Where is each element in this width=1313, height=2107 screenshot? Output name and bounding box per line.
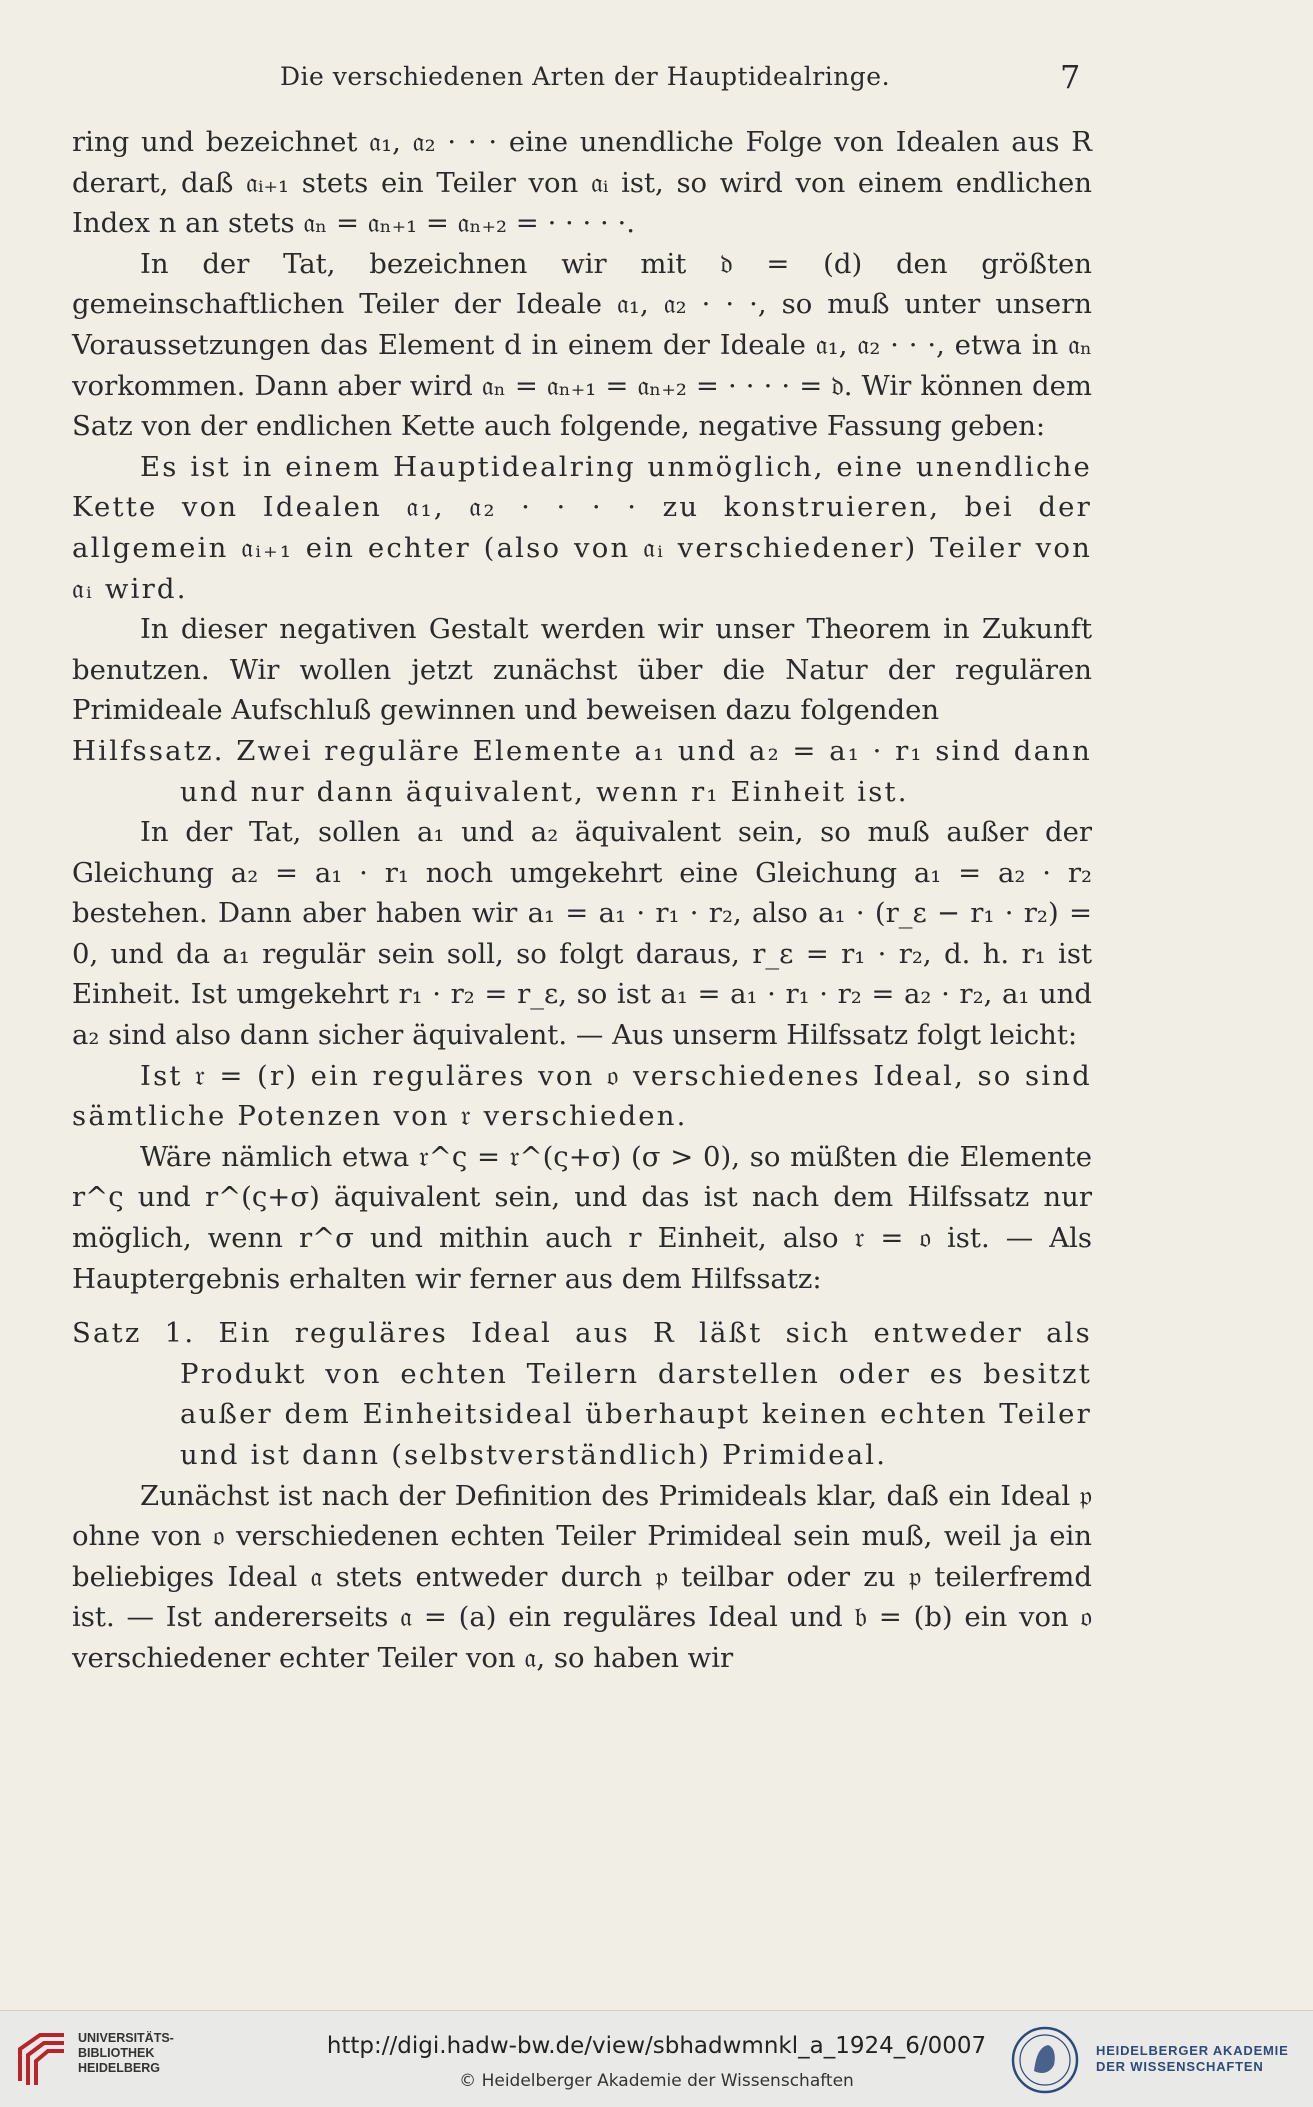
paragraph: ring und bezeichnet 𝔞₁, 𝔞₂ · · · eine unendliche Folge von Idealen aus R derart, daß 𝔞ᵢ₊₁ stets ein Teiler von 𝔞ᵢ ist, so wird von einem endlichen Index n an stets 𝔞ₙ = 𝔞ₙ₊₁ = 𝔞ₙ₊₂ = · · · · ·. bbox=[72, 126, 1092, 240]
copyright-notice: © Heidelberger Akademie der Wissenschaften bbox=[459, 2071, 854, 2091]
paragraph: Es ist in einem Hauptidealring unmöglich, eine unendliche Kette von Idealen 𝔞₁, 𝔞₂ · · · · zu konstruieren, bei der allgemein 𝔞ᵢ₊₁ ein echter (also von 𝔞ᵢ verschiedener) Teiler von 𝔞ᵢ wird. bbox=[72, 450, 1092, 605]
paragraph: In der Tat, bezeichnen wir mit 𝔡 = (d) den größten gemeinschaftlichen Teiler der Ideale 𝔞₁, 𝔞₂ · · ·, so muß unter unsern Voraussetzungen das Element d in einem der Ideale 𝔞₁, 𝔞₂ · · ·, etwa in 𝔞ₙ vorkommen. Dann aber wird 𝔞ₙ = 𝔞ₙ₊₁ = 𝔞ₙ₊₂ = · · · · = 𝔡. Wir können dem Satz von der endlichen Kette auch folgende, negative Fassung geben: bbox=[72, 247, 1092, 443]
running-title: Die verschiedenen Arten der Hauptidealringe. bbox=[280, 62, 891, 91]
page-number: 7 bbox=[1060, 58, 1081, 96]
running-header bbox=[0, 58, 1313, 102]
paragraph: In der Tat, sollen a₁ und a₂ äquivalent sein, so muß außer der Gleichung a₂ = a₁ · r₁ noch umgekehrt eine Gleichung a₁ = a₂ · r₂ bestehen. Dann aber haben wir a₁ = a₁ · r₁ · r₂, also a₁ · (r_ε − r₁ · r₂) = 0, und da a₁ regulär sein soll, so folgt daraus, r_ε = r₁ · r₂, d. h. r₁ ist Einheit. Ist umgekehrt r₁ · r₂ = r_ε, so ist a₁ = a₁ · r₁ · r₂ = a₂ · r₂, a₁ und a₂ sind also dann sicher äquivalent. — Aus unserm Hilfssatz folgt leicht: bbox=[72, 816, 1092, 1052]
viewer-footer bbox=[0, 2010, 1313, 2107]
academy-seal-logo-icon bbox=[1010, 2025, 1080, 2095]
permalink-url[interactable]: http://digi.hadw-bw.de/view/sbhadwmnkl_a_1924_6/0007 bbox=[326, 2033, 987, 2059]
paragraph: Ist 𝔯 = (r) ein reguläres von 𝔬 verschiedenes Ideal, so sind sämtliche Potenzen von 𝔯 verschieden. bbox=[72, 1059, 1092, 1133]
paragraph: Satz 1. Ein reguläres Ideal aus R läßt sich entweder als Produkt von echten Teilern darstellen oder es besitzt außer dem Einheitsideal überhaupt keinen echten Teiler und ist dann (selbstverständlich) Primideal. bbox=[72, 1317, 1092, 1471]
text-body bbox=[72, 122, 1092, 1679]
paragraph: Zunächst ist nach der Definition des Primideals klar, daß ein Ideal 𝔭 ohne von 𝔬 verschiedenen echten Teiler Primideal sein muß, weil ja ein beliebiges Ideal 𝔞 stets entweder durch 𝔭 teilbar oder zu 𝔭 teilerfremd ist. — Ist andererseits 𝔞 = (a) ein reguläres Ideal und 𝔟 = (b) ein von 𝔬 verschiedener echter Teiler von 𝔞, so haben wir bbox=[72, 1479, 1092, 1674]
academy-name: HEIDELBERGER AKADEMIE DER WISSENSCHAFTEN bbox=[1096, 2043, 1289, 2074]
paragraph: Wäre nämlich etwa 𝔯^ς = 𝔯^(ς+σ) (σ > 0), so müßten die Elemente r^ς und r^(ς+σ) äquivalent sein, und das ist nach dem Hilfssatz nur möglich, wenn r^σ und mithin auch r Einheit, also 𝔯 = 𝔬 ist. — Als Hauptergebnis erhalten wir ferner aus dem Hilfssatz: bbox=[72, 1140, 1092, 1295]
library-name: UNIVERSITÄTS- BIBLIOTHEK HEIDELBERG bbox=[78, 2031, 174, 2075]
paragraph: Hilfssatz. Zwei reguläre Elemente a₁ und a₂ = a₁ · r₁ sind dann und nur dann äquivalent, wenn r₁ Einheit ist. bbox=[72, 734, 1092, 808]
paragraph: In dieser negativen Gestalt werden wir unser Theorem in Zukunft benutzen. Wir wollen jetzt zunächst über die Natur der regulären Primideale Aufschluß gewinnen und beweisen dazu folgenden bbox=[72, 613, 1092, 727]
